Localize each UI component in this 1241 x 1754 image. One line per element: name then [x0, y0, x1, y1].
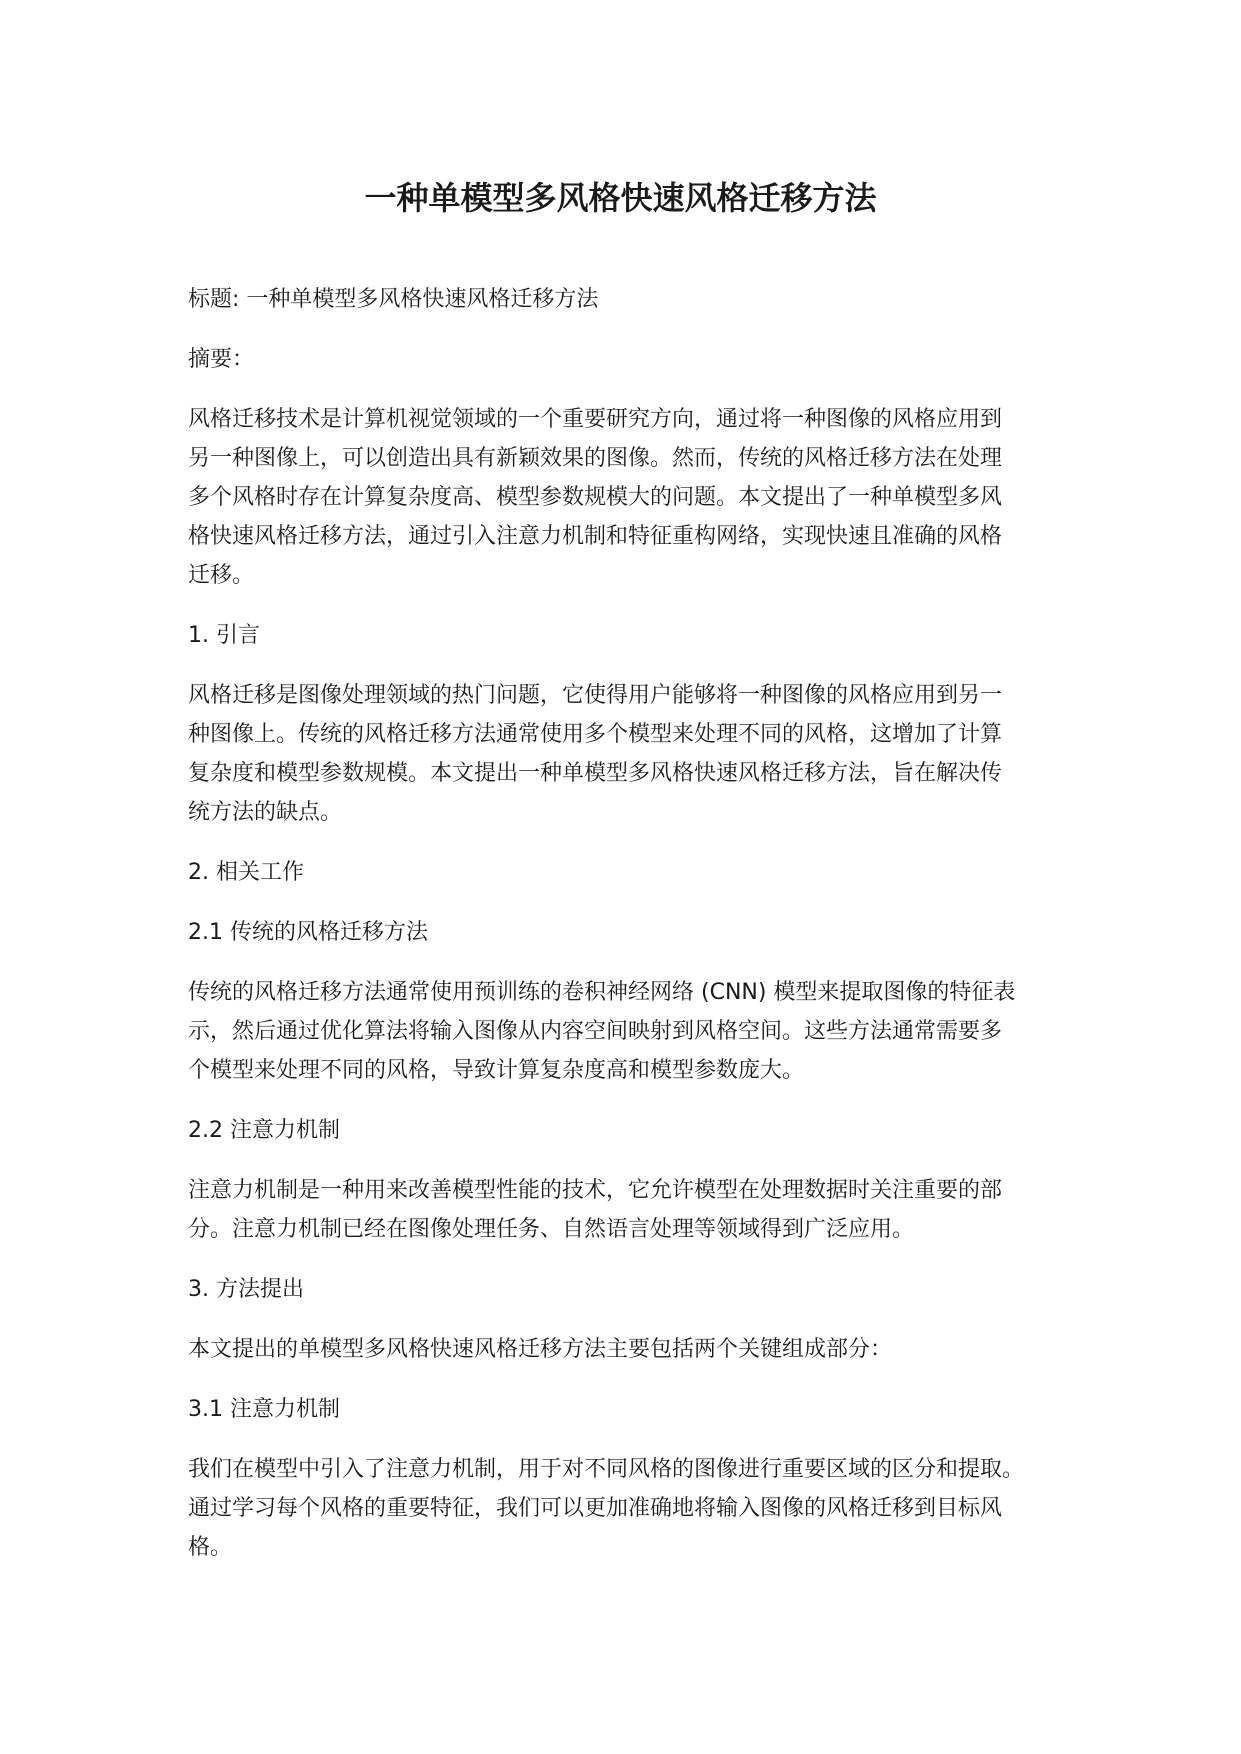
text-line: 注意力机制是一种用来改善模型性能的技术，它允许模型在处理数据时关注重要的部 — [188, 1178, 1003, 1203]
paragraph — [188, 1390, 1068, 1429]
paragraph — [188, 400, 1068, 595]
document-body — [188, 280, 1068, 1588]
text-line: 种图像上。传统的风格迁移方法通常使用多个模型来处理不同的风格，这增加了计算 — [188, 722, 1003, 747]
text-line: 示，然后通过优化算法将输入图像从内容空间映射到风格空间。这些方法通常需要多 — [188, 1019, 1003, 1044]
text-line: 本文提出的单模型多风格快速风格迁移方法主要包括两个关键组成部分： — [188, 1337, 893, 1362]
text-line: 风格迁移是图像处理领域的热门问题，它使得用户能够将一种图像的风格应用到另一 — [188, 683, 1003, 708]
text-line: 我们在模型中引入了注意力机制，用于对不同风格的图像进行重要区域的区分和提取。 — [188, 1457, 1025, 1482]
text-line: 另一种图像上，可以创造出具有新颖效果的图像。然而，传统的风格迁移方法在处理 — [188, 446, 1003, 471]
paragraph — [188, 1450, 1068, 1567]
document-title: 一种单模型多风格快速风格迁移方法 — [364, 179, 877, 217]
text-line: 2.2 注意力机制 — [188, 1118, 340, 1143]
text-line: 格。 — [188, 1535, 233, 1560]
paragraph — [188, 853, 1068, 892]
paragraph — [188, 340, 1068, 379]
text-line: 个模型来处理不同的风格，导致计算复杂度高和模型参数庞大。 — [188, 1058, 805, 1083]
text-line: 迁移。 — [188, 563, 255, 588]
text-line: 3.1 注意力机制 — [188, 1397, 340, 1422]
text-line: 复杂度和模型参数规模。本文提出一种单模型多风格快速风格迁移方法，旨在解决传 — [188, 761, 1003, 786]
paragraph — [188, 1171, 1068, 1249]
text-line: 3. 方法提出 — [188, 1277, 304, 1302]
paragraph — [188, 676, 1068, 832]
paragraph — [188, 280, 1068, 319]
text-line: 1. 引言 — [188, 623, 260, 648]
text-line: 2. 相关工作 — [188, 860, 304, 885]
text-line: 风格迁移技术是计算机视觉领域的一个重要研究方向，通过将一种图像的风格应用到 — [188, 407, 1003, 432]
text-line: 格快速风格迁移方法，通过引入注意力机制和特征重构网络，实现快速且准确的风格 — [188, 524, 1003, 549]
text-line: 统方法的缺点。 — [188, 800, 343, 825]
text-line: 2.1 传统的风格迁移方法 — [188, 920, 428, 945]
text-line: 通过学习每个风格的重要特征，我们可以更加准确地将输入图像的风格迁移到目标风 — [188, 1496, 1003, 1521]
text-line: 分。注意力机制已经在图像处理任务、自然语言处理等领域得到广泛应用。 — [188, 1217, 915, 1242]
text-line: 标题: 一种单模型多风格快速风格迁移方法 — [188, 287, 599, 312]
paragraph — [188, 1270, 1068, 1309]
text-line: 传统的风格迁移方法通常使用预训练的卷积神经网络 (CNN) 模型来提取图像的特征表 — [188, 980, 1016, 1005]
text-line: 多个风格时存在计算复杂度高、模型参数规模大的问题。本文提出了一种单模型多风 — [188, 485, 1003, 510]
paragraph — [188, 1111, 1068, 1150]
paragraph — [188, 1330, 1068, 1369]
text-line: 摘要： — [188, 347, 255, 372]
paragraph — [188, 973, 1068, 1090]
paragraph — [188, 616, 1068, 655]
paragraph — [188, 913, 1068, 952]
